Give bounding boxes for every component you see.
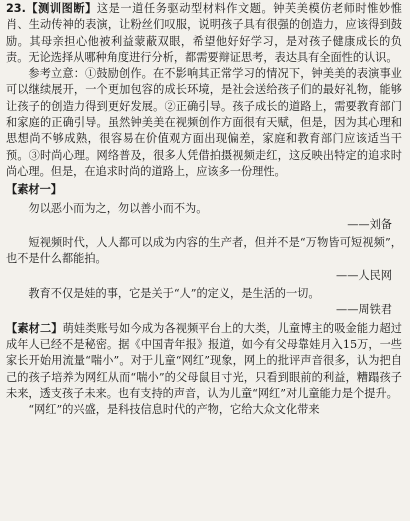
material1-heading: 【素材一】 [6, 183, 62, 197]
question-number: 23. [6, 2, 26, 15]
quote-2-text: 短视频时代，人人都可以成为内容的生产者，但并不是“万物皆可短视频”，也不是什么都能拍。 [6, 236, 402, 266]
quote-1-attribution: ——刘备 [347, 217, 392, 231]
material2-text: 萌娃类账号如今成为各视频平台上的大类，儿童博主的吸金能力超过成年人已经不是秘密。据《中国青年报》报道，如今有父母靠娃月入15万，一些家长开始用流量“喘小”。对于儿童“网红”现象，网上的批评声音很多，认为把自己的孩子培养为网红从而“喘小”的父母鼠目寸光，只看到眼前的利益，糟蹋孩子未来，透支孩子未来。也有支持的声音，认为儿童“网红”对儿童能力是个提升。 [6, 321, 402, 400]
quote-3-text: 教育不仅是娃的事，它是关于“人”的定义，是生活的一切。 [28, 287, 320, 301]
material2-heading: 【素材二】 [6, 321, 63, 335]
reference-paragraph: 参考立意：①鼓励创作。在不影响其正常学习的情况下，钟美美的表演事业可以继续展开，一个更加包容的成长环境，是社会送给孩子们的最好礼物，能够让孩子的创造力得到更好发展。②正确引导。孩子成长的道路上，需要教育部门和家庭的正确引导。虽然钟美美在视频创作方面很有天赋，但是，因为其心理和思想尚不够成熟，很容易在价值观方面出现偏差，家庭和教育部门应该适当干预。③时尚心理。网络普及，很多人凭借拍摄视频走红，这反映出特定的追求时尚心理。但是，在追求时尚的道路上，应该多一份理性。 [6, 67, 402, 178]
quote-2-attribution: ——人民网 [336, 268, 392, 282]
material2-cut-line: “网红”的兴盛，是科技信息时代的产物，它给大众文化带来 [28, 403, 320, 417]
material2-paragraph [6, 321, 402, 402]
analysis-text: 这是一道任务驱动型材料作文题。钟芙美模仿老师时惟妙惟肖、生动传神的表演，让粉丝们叹服，说明孩子具有很强的创造力，应该得到鼓励。其母亲担心他被利益蒙蔽双眼，希望他好好学习，是对孩子健康成长的负责。无论选择从哪种角度进行分析，都需要辩证思考，表达具有全面性的认识。 [6, 2, 402, 64]
quote-3-attribution: ——周铁君 [336, 303, 392, 317]
analysis-tag: 【测训图断】 [25, 2, 97, 15]
analysis-paragraph [6, 1, 402, 66]
quote-1-text: 勿以恶小而为之，勿以善小而不为。 [28, 201, 208, 215]
